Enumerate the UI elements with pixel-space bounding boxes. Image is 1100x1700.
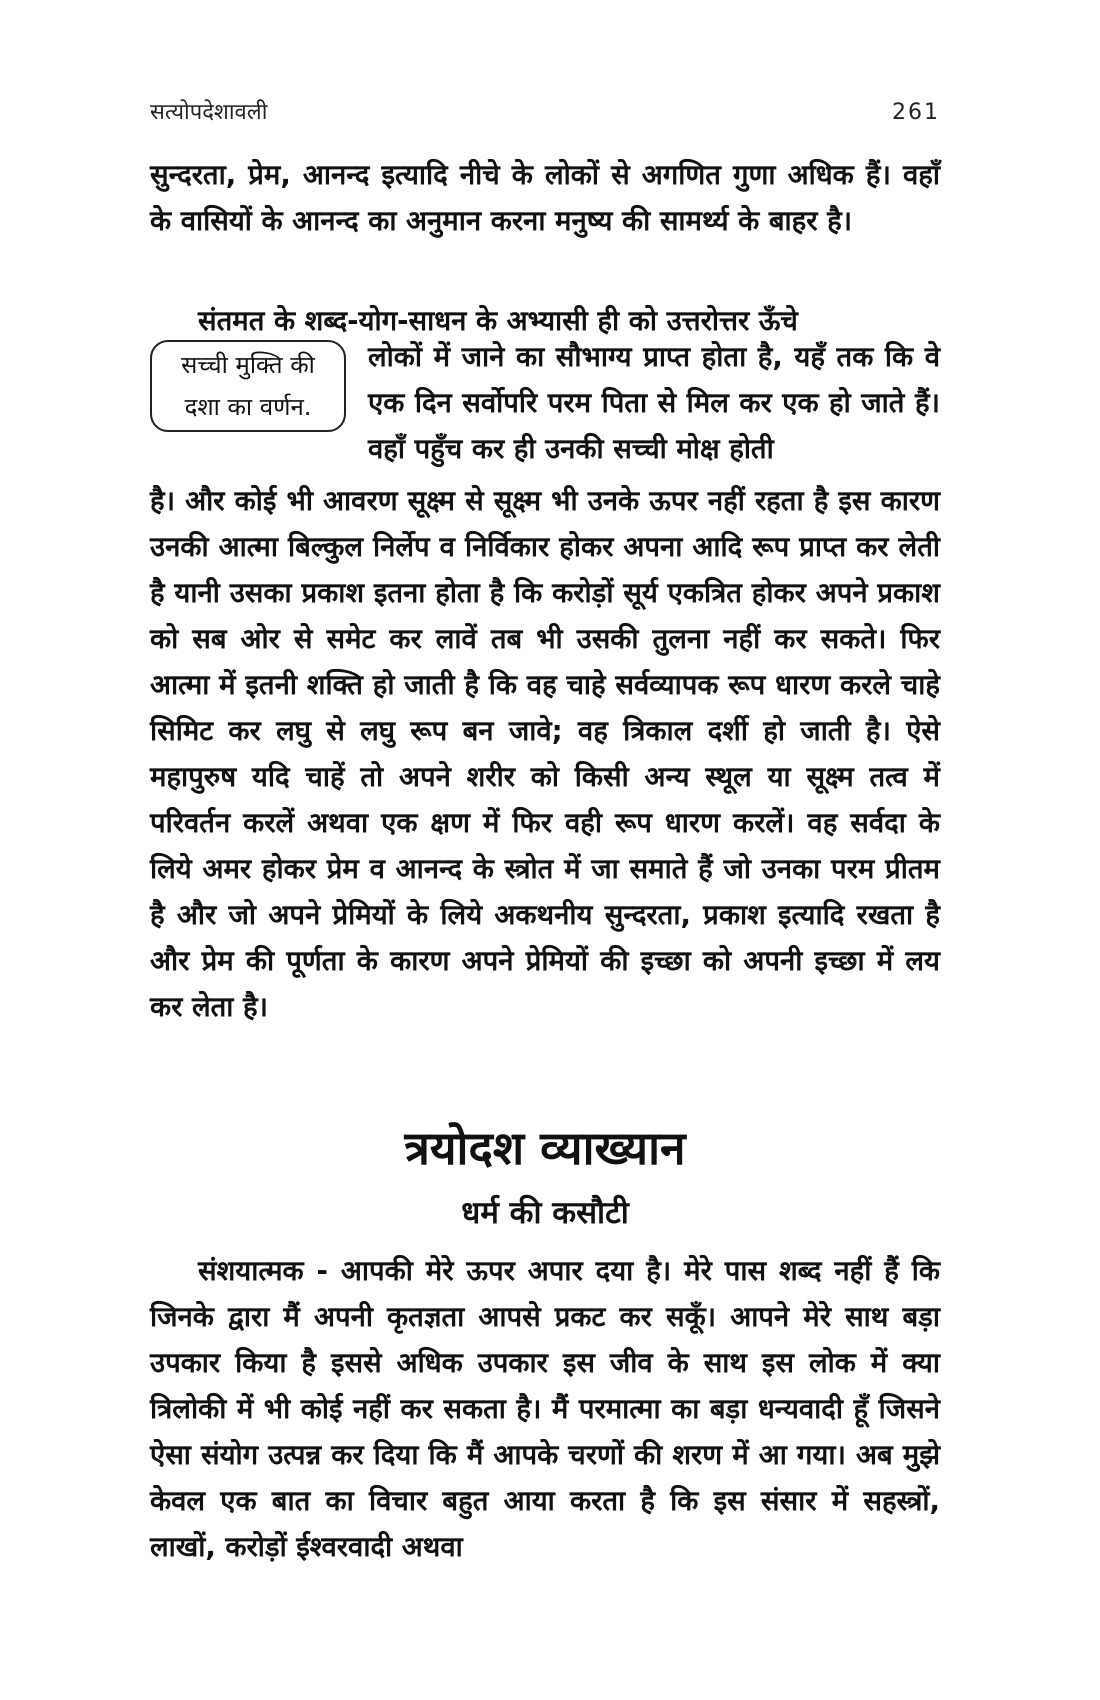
- paragraph-text: है। और कोई भी आवरण सूक्ष्म से सूक्ष्म भी उनके ऊपर नहीं रहता है इस कारण उनकी आत्मा बिल्कुल निर्लेप व निर्विकार होकर अपना आदि रूप प्राप्त कर लेती है यानी उसका प्रकाश इतना होता है कि करोड़ों सूर्य एकत्रित होकर अपने प्रकाश को सब ओर से समेट कर लावें तब भी उसकी तुलना नहीं कर सकते। फिर आत्मा में इतनी शक्ति हो जाती है कि वह चाहे सर्वव्यापक रूप धारण करले चाहे सिमिट कर लघु से लघु रूप बन जावे; वह त्रिकाल दर्शी हो जाती है। ऐसे महापुरुष यदि चाहें तो अपने शरीर को किसी अन्य स्थूल या सूक्ष्म तत्व में परिवर्तन करलें अथवा एक क्षण में फिर वही रूप धारण करलें। वह सर्वदा के लिये अमर होकर प्रेम व आनन्द के स्त्रोत में जा समाते हैं जो उनका परम प्रीतम है और जो अपने प्रेमियों के लिये अकथनीय सुन्दरता, प्रकाश इत्यादि रखता है और प्रेम की पूर्णता के कारण अपने प्रेमियों की इच्छा को अपनी इच्छा में लय कर लेता है।: [150, 485, 940, 1023]
- side-note-line: सच्ची मुक्ति की: [181, 351, 315, 379]
- side-note-box: [150, 340, 346, 432]
- page-number: 261: [892, 100, 940, 125]
- chapter-subtitle: धर्म की कसौटी: [461, 1195, 629, 1231]
- paragraph-body: [150, 478, 940, 1030]
- wrapped-paragraph-text: लोकों में जाने का सौभाग्य प्राप्त होता है, यहँ तक कि वे एक दिन सर्वोपरि परम पिता से मिल कर एक हो जाते हैं। वहाँ पहुँच कर ही उनकी सच्ची मोक्ष होती: [368, 341, 940, 465]
- paragraph-text: संशयात्मक - आपकी मेरे ऊपर अपार दया है। मेरे पास शब्द नहीं हैं कि जिनके द्वारा मैं अपनी कृतज्ञता आपसे प्रकट कर सकूँ। आपने मेरे साथ बड़ा उपकार किया है इससे अधिक उपकार इस जीव के साथ इस लोक में क्या त्रिलोकी में भी कोई नहीं कर सकता है। मैं परमात्मा का बड़ा धन्यवादी हूँ जिसने ऐसा संयोग उत्पन्न कर दिया कि मैं आपके चरणों की शरण में आ गया। अब मुझे केवल एक बात का विचार बहुत आया करता है कि इस संसार में सहस्त्रों, लाखों, करोड़ों ईश्वरवादी अथवा: [150, 1255, 940, 1563]
- paragraph-continued: [150, 152, 940, 244]
- chapter-title: त्रयोदश व्याख्यान: [404, 1121, 686, 1175]
- paragraph-text: सुन्दरता, प्रेम, आनन्द इत्यादि नीचे के लोकों से अगणित गुणा अधिक हैं। वहाँ के वासियों के आनन्द का अनुमान करना मनुष्य की सामर्थ्य के बाहर है।: [150, 159, 940, 237]
- dialogue-paragraph: [150, 1248, 940, 1570]
- book-title: सत्योपदेशावली: [150, 100, 268, 125]
- paragraph-text: संतमत के शब्द-योग-साधन के अभ्यासी ही को उत्तरोत्तर ऊँचे: [198, 305, 798, 337]
- running-header: [150, 96, 940, 136]
- side-note-line: दशा का वर्णन.: [184, 393, 312, 421]
